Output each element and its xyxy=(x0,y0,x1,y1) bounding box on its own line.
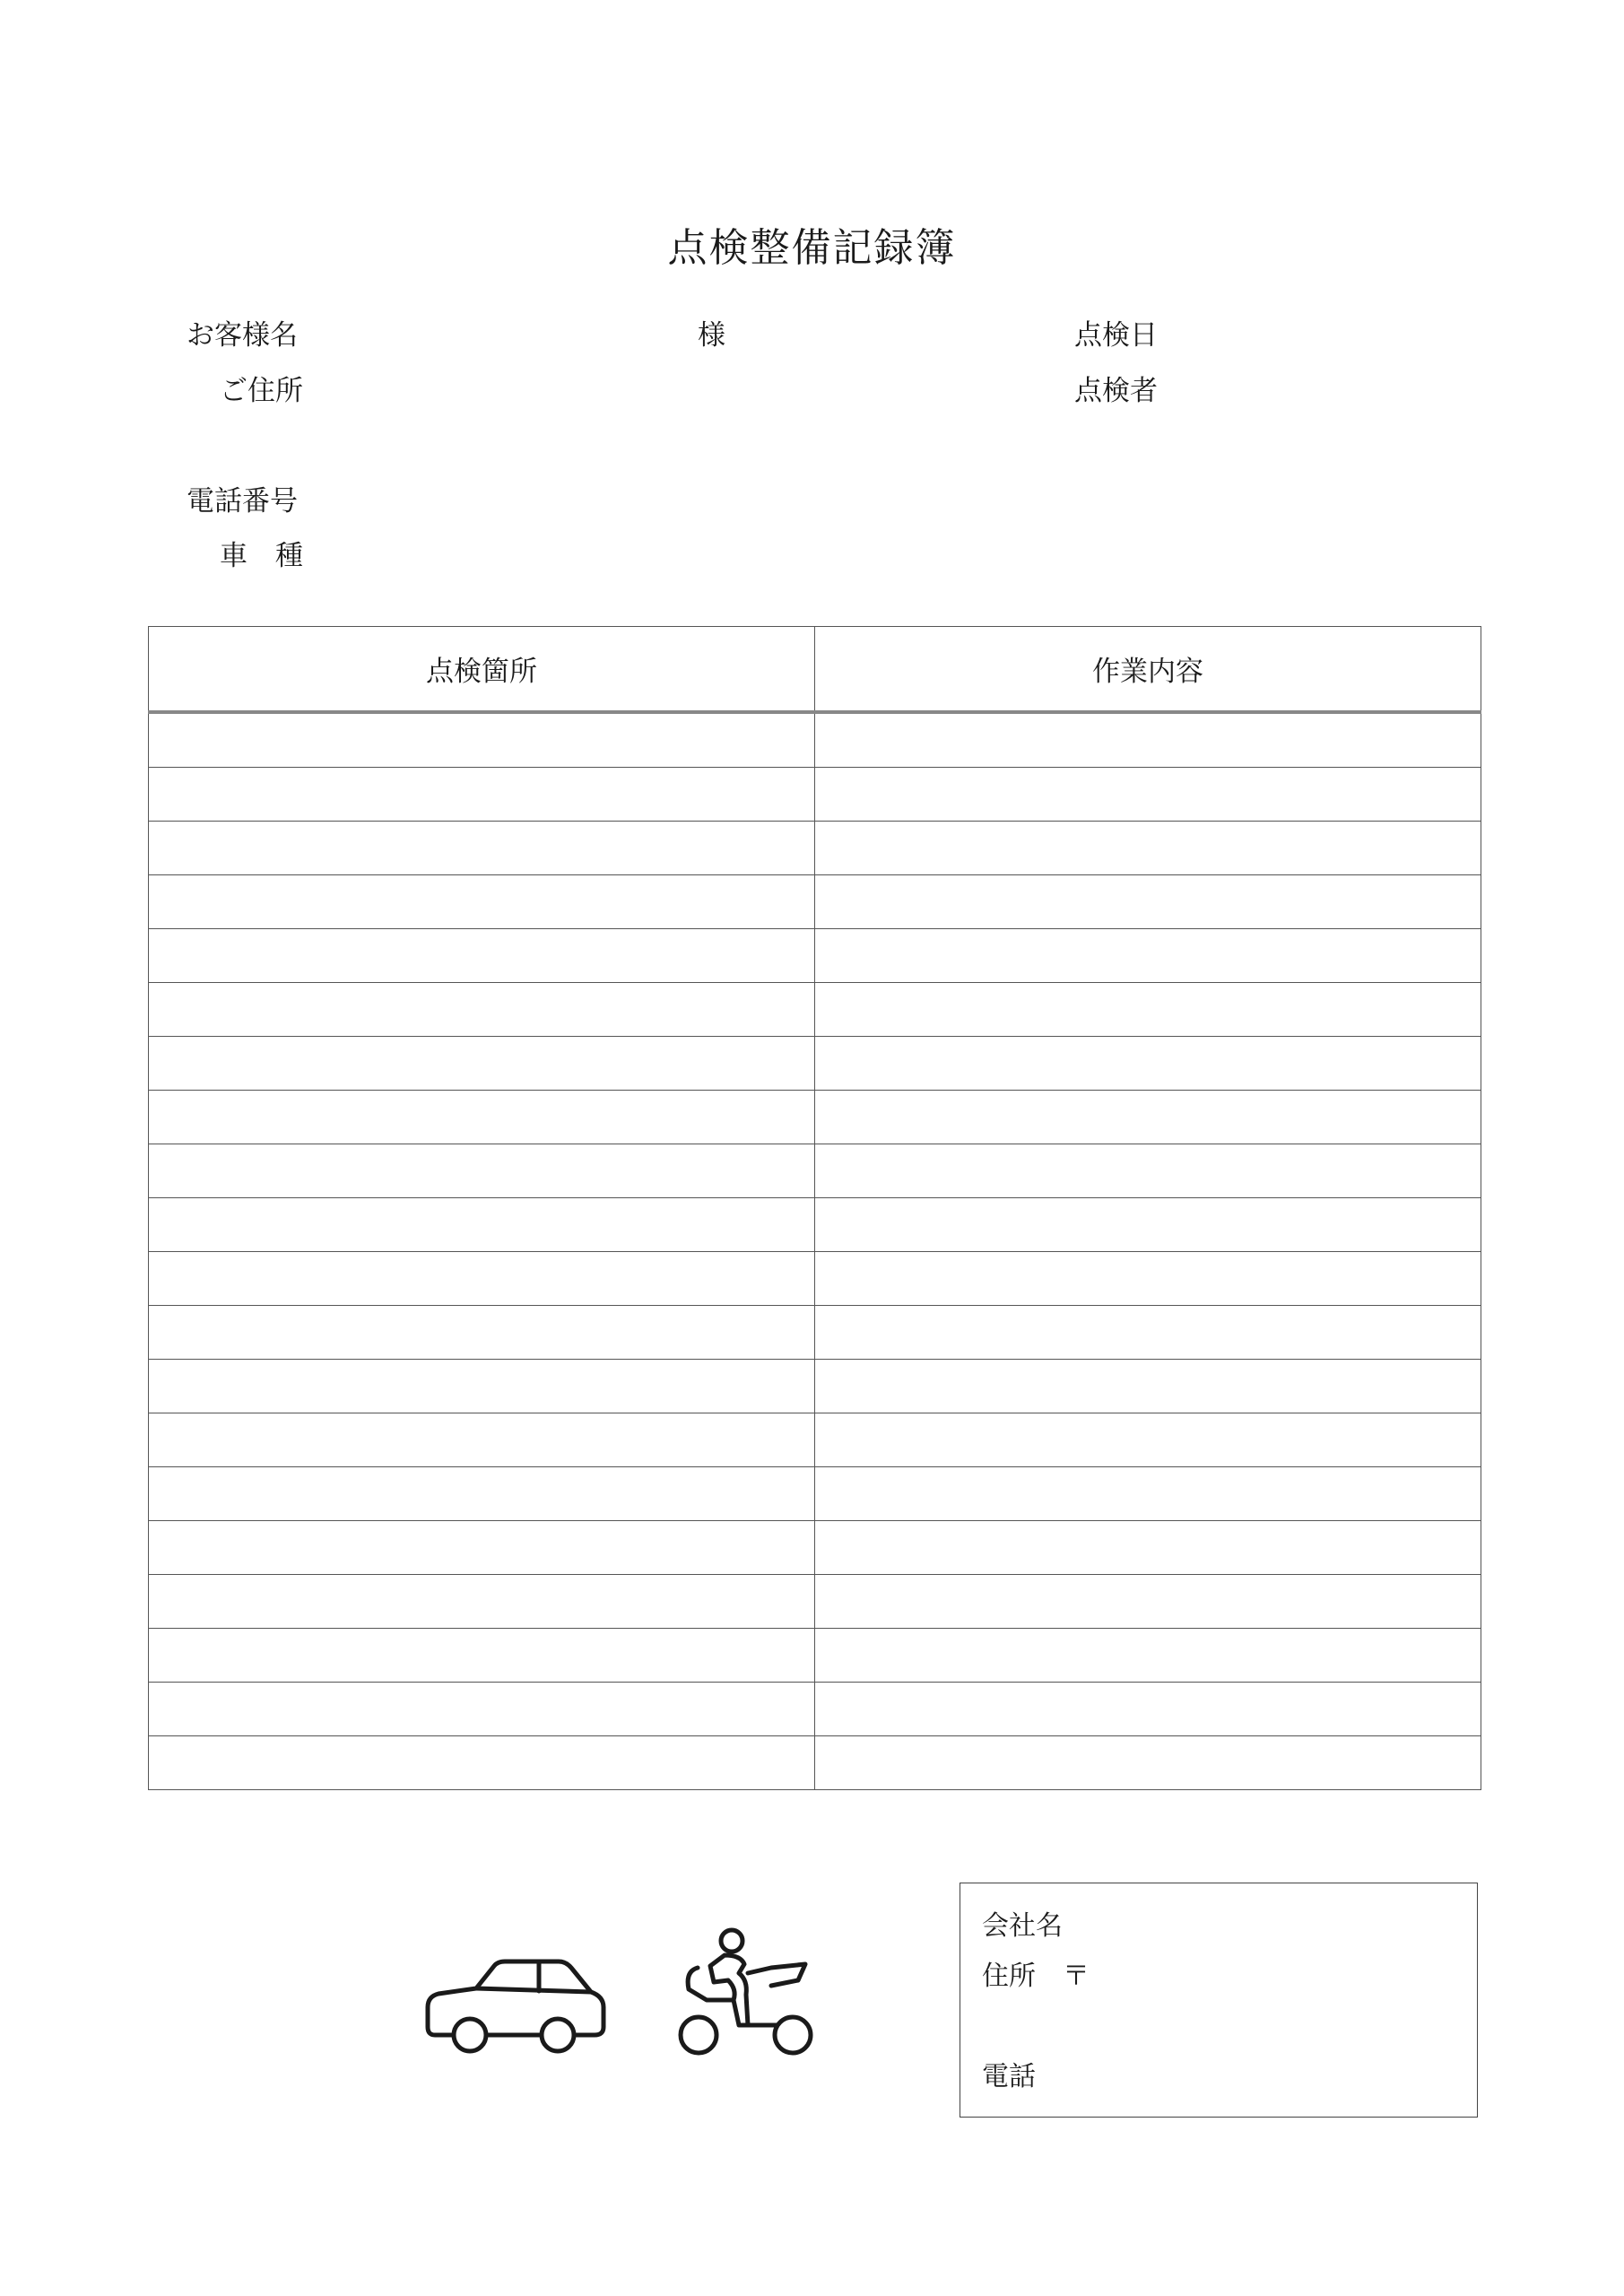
work-content-cell[interactable] xyxy=(815,1629,1481,1683)
table-row xyxy=(149,875,1481,929)
inspection-location-cell[interactable] xyxy=(149,1629,815,1683)
company-name-label: 会社名 xyxy=(982,1910,1063,1942)
phone-number-label: 電話番号 xyxy=(187,485,298,517)
inspection-location-cell[interactable] xyxy=(149,822,815,875)
table-row xyxy=(149,712,1481,768)
work-content-cell[interactable] xyxy=(815,1091,1481,1144)
table-body xyxy=(149,712,1481,1790)
table-row xyxy=(149,1683,1481,1736)
table-row xyxy=(149,1252,1481,1306)
work-content-cell[interactable] xyxy=(815,1198,1481,1252)
table-row xyxy=(149,1413,1481,1467)
work-content-cell[interactable] xyxy=(815,1521,1481,1575)
inspection-date-label: 点検日 xyxy=(1074,319,1158,352)
work-content-cell[interactable] xyxy=(815,1413,1481,1467)
header-inspection-location: 点検箇所 xyxy=(149,627,815,713)
inspection-location-cell[interactable] xyxy=(149,1413,815,1467)
vehicle-type-label: 車 種 xyxy=(220,540,303,572)
work-content-cell[interactable] xyxy=(815,1683,1481,1736)
inspection-location-cell[interactable] xyxy=(149,1467,815,1521)
inspection-location-cell[interactable] xyxy=(149,1575,815,1629)
inspection-location-cell[interactable] xyxy=(149,875,815,929)
work-content-cell[interactable] xyxy=(815,1252,1481,1306)
work-content-cell[interactable] xyxy=(815,1306,1481,1360)
inspection-location-cell[interactable] xyxy=(149,929,815,983)
table-row xyxy=(149,1521,1481,1575)
company-address-label: 住所 〒 xyxy=(982,1961,1090,1992)
motorcycle-icon xyxy=(671,1926,819,2057)
inspection-table xyxy=(148,626,1481,1790)
company-phone-label: 電話 xyxy=(982,2061,1036,2092)
inspection-location-cell[interactable] xyxy=(149,1252,815,1306)
work-content-cell[interactable] xyxy=(815,929,1481,983)
inspection-location-cell[interactable] xyxy=(149,768,815,822)
customer-address-label: ご住所 xyxy=(220,375,303,407)
page-title: 点検整備記録簿 xyxy=(667,225,957,271)
inspection-location-cell[interactable] xyxy=(149,1306,815,1360)
table-row xyxy=(149,1198,1481,1252)
work-content-cell[interactable] xyxy=(815,712,1481,768)
table-row xyxy=(149,1575,1481,1629)
table-row xyxy=(149,1467,1481,1521)
inspection-location-cell[interactable] xyxy=(149,1683,815,1736)
table-row xyxy=(149,983,1481,1037)
inspection-location-cell[interactable] xyxy=(149,1037,815,1091)
table-row xyxy=(149,1144,1481,1198)
inspection-location-cell[interactable] xyxy=(149,1144,815,1198)
inspection-location-cell[interactable] xyxy=(149,1360,815,1413)
company-info-box xyxy=(960,1883,1478,2118)
work-content-cell[interactable] xyxy=(815,983,1481,1037)
inspection-location-cell[interactable] xyxy=(149,712,815,768)
inspection-location-cell[interactable] xyxy=(149,1198,815,1252)
inspection-location-cell[interactable] xyxy=(149,1521,815,1575)
work-content-cell[interactable] xyxy=(815,1144,1481,1198)
header-work-content: 作業内容 xyxy=(815,627,1481,713)
table-row xyxy=(149,1360,1481,1413)
inspection-location-cell[interactable] xyxy=(149,1736,815,1790)
customer-name-label: お客様名 xyxy=(187,319,298,352)
inspection-location-cell[interactable] xyxy=(149,1091,815,1144)
work-content-cell[interactable] xyxy=(815,875,1481,929)
table-row xyxy=(149,929,1481,983)
work-content-cell[interactable] xyxy=(815,1575,1481,1629)
table-row xyxy=(149,1091,1481,1144)
inspector-label: 点検者 xyxy=(1074,375,1158,407)
table-row xyxy=(149,768,1481,822)
table-row xyxy=(149,822,1481,875)
work-content-cell[interactable] xyxy=(815,1736,1481,1790)
work-content-cell[interactable] xyxy=(815,768,1481,822)
work-content-cell[interactable] xyxy=(815,822,1481,875)
car-icon xyxy=(424,1955,608,2056)
table-header-row xyxy=(149,627,1481,713)
work-content-cell[interactable] xyxy=(815,1467,1481,1521)
table-row xyxy=(149,1306,1481,1360)
work-content-cell[interactable] xyxy=(815,1360,1481,1413)
work-content-cell[interactable] xyxy=(815,1037,1481,1091)
table-row xyxy=(149,1629,1481,1683)
honorific-label: 様 xyxy=(698,319,725,352)
table-row xyxy=(149,1736,1481,1790)
inspection-location-cell[interactable] xyxy=(149,983,815,1037)
table-row xyxy=(149,1037,1481,1091)
